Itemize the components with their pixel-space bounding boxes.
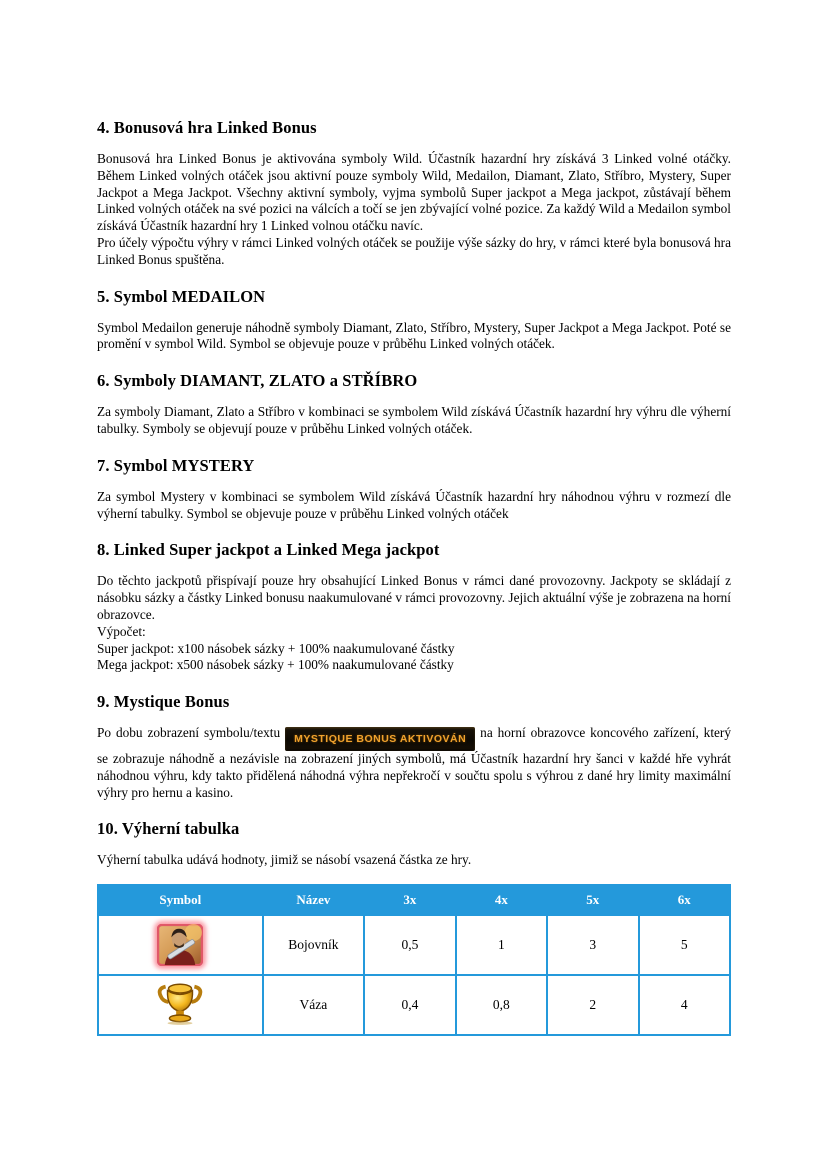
value-6x: 4 — [639, 975, 731, 1035]
header-nazev: Název — [263, 885, 365, 915]
paytable — [97, 884, 731, 1036]
symbol-name: Váza — [263, 975, 365, 1035]
header-4x: 4x — [456, 885, 547, 915]
table-row — [98, 915, 730, 975]
value-5x: 2 — [547, 975, 638, 1035]
section-heading: 8. Linked Super jackpot a Linked Mega jackpot — [97, 540, 440, 560]
symbol-cell — [98, 975, 263, 1035]
section-heading: 5. Symbol MEDAILON — [97, 286, 266, 306]
section-symbols-diamant-zlato-stribro — [97, 371, 731, 438]
section-linked-bonus — [97, 118, 731, 269]
section-heading: 4. Bonusová hra Linked Bonus — [97, 118, 317, 137]
value-4x: 0,8 — [456, 975, 547, 1035]
value-5x: 3 — [547, 915, 638, 975]
section-symbol-mystery — [97, 456, 731, 523]
paragraph: Pro účely výpočtu výhry v rámci Linked volných otáček se použije výše sázky do hry, v rámci které byla bonusová hra Linked Bonus spuštěna. — [97, 234, 731, 267]
section-linked-jackpots — [97, 540, 731, 674]
super-jackpot-formula: Super jackpot: x100 násobek sázky + 100% naakumulované částky — [97, 640, 455, 656]
header-6x: 6x — [639, 885, 731, 915]
section-mystique-bonus — [97, 692, 731, 801]
section-heading: 9. Mystique Bonus — [97, 692, 230, 712]
value-3x: 0,5 — [364, 915, 455, 975]
section-heading: 10. Výherní tabulka — [97, 819, 240, 839]
paragraph-with-badge — [97, 725, 731, 801]
text-after-badge: na horní obrazovce koncového zařízení, který se zobrazuje náhodně a nezávisle na zobrazení jiných symbolů, má Účastník hazardní hry šanci v každé hře vyhrát náhodnou výhru, kdy takto přidělená náhodná výhra nepřekročí v součtu spolu s výhrou z dané hry limity maximální výhry pro hernu a kasino. — [97, 725, 732, 800]
vase-symbol-icon — [155, 979, 205, 1031]
section-paytable — [97, 819, 731, 1036]
value-3x: 0,4 — [364, 975, 455, 1035]
table-row — [98, 975, 730, 1035]
document-content — [97, 0, 731, 1036]
mega-jackpot-formula: Mega jackpot: x500 násobek sázky + 100% naakumulované částky — [97, 657, 454, 673]
symbol-name: Bojovník — [263, 915, 365, 975]
paragraph: Do těchto jackpotů přispívají pouze hry obsahující Linked Bonus v rámci dané provozovny. Jackpoty se skládají z násobku sázky a částky Linked bonusu naakumulované v rámci provozovny. Jejich aktuální výše je zobrazena na horní obrazovce. — [97, 573, 731, 622]
header-symbol: Symbol — [98, 885, 263, 915]
paragraph: Za symboly Diamant, Zlato a Stříbro v kombinaci se symbolem Wild získává Účastník hazardní hry výhru dle výherní tabulky. Symboly se objevují pouze v průběhu Linked volných otáček. — [97, 404, 731, 436]
warrior-symbol-icon — [157, 924, 203, 966]
symbol-cell — [98, 915, 263, 975]
mystique-bonus-badge: MYSTIQUE BONUS AKTIVOVÁN — [285, 727, 475, 751]
value-6x: 5 — [639, 915, 731, 975]
paragraph: Symbol Medailon generuje náhodně symboly Diamant, Zlato, Stříbro, Mystery, Super Jackpot a Mega Jackpot. Poté se promění v symbol Wild. Symbol se objevuje pouze v průběhu Linked volných otáček. — [97, 319, 731, 352]
header-5x: 5x — [547, 885, 638, 915]
header-3x: 3x — [364, 885, 455, 915]
paragraph: Bonusová hra Linked Bonus je aktivována symboly Wild. Účastník hazardní hry získává 3 Linked volné otáčky. Během Linked volných otáček jsou aktivní pouze symboly Wild, Medailon, Diamant, Zlato, Stříbro, Mystery, Super Jackpot a Mega Jackpot. Všechny aktivní symboly, vyjma symbolů Super jackpot a Mega jackpot, zůstávají během Linked volných otáček na své pozici na válcích a točí se jen zbývající volné pozice. Za každý Wild a Medailon symbol získává Účastník hazardní hry 1 Linked volnou otáčku navíc. — [97, 151, 731, 234]
paytable-header-row — [98, 885, 730, 915]
value-4x: 1 — [456, 915, 547, 975]
text-before-badge: Po dobu zobrazení symbolu/textu — [97, 725, 281, 741]
calc-label: Výpočet: — [97, 623, 146, 639]
paragraph: Za symbol Mystery v kombinaci se symbolem Wild získává Účastník hazardní hry náhodnou výhru v rozmezí dle výherní tabulky. Symbol se objevuje pouze v průběhu Linked volných otáček — [97, 488, 731, 521]
section-symbol-medailon — [97, 287, 731, 354]
section-heading: 7. Symbol MYSTERY — [97, 455, 255, 475]
section-heading: 6. Symboly DIAMANT, ZLATO a STŘÍBRO — [97, 371, 418, 391]
paragraph: Výherní tabulka udává hodnoty, jimiž se násobí vsazená částka ze hry. — [97, 852, 472, 868]
